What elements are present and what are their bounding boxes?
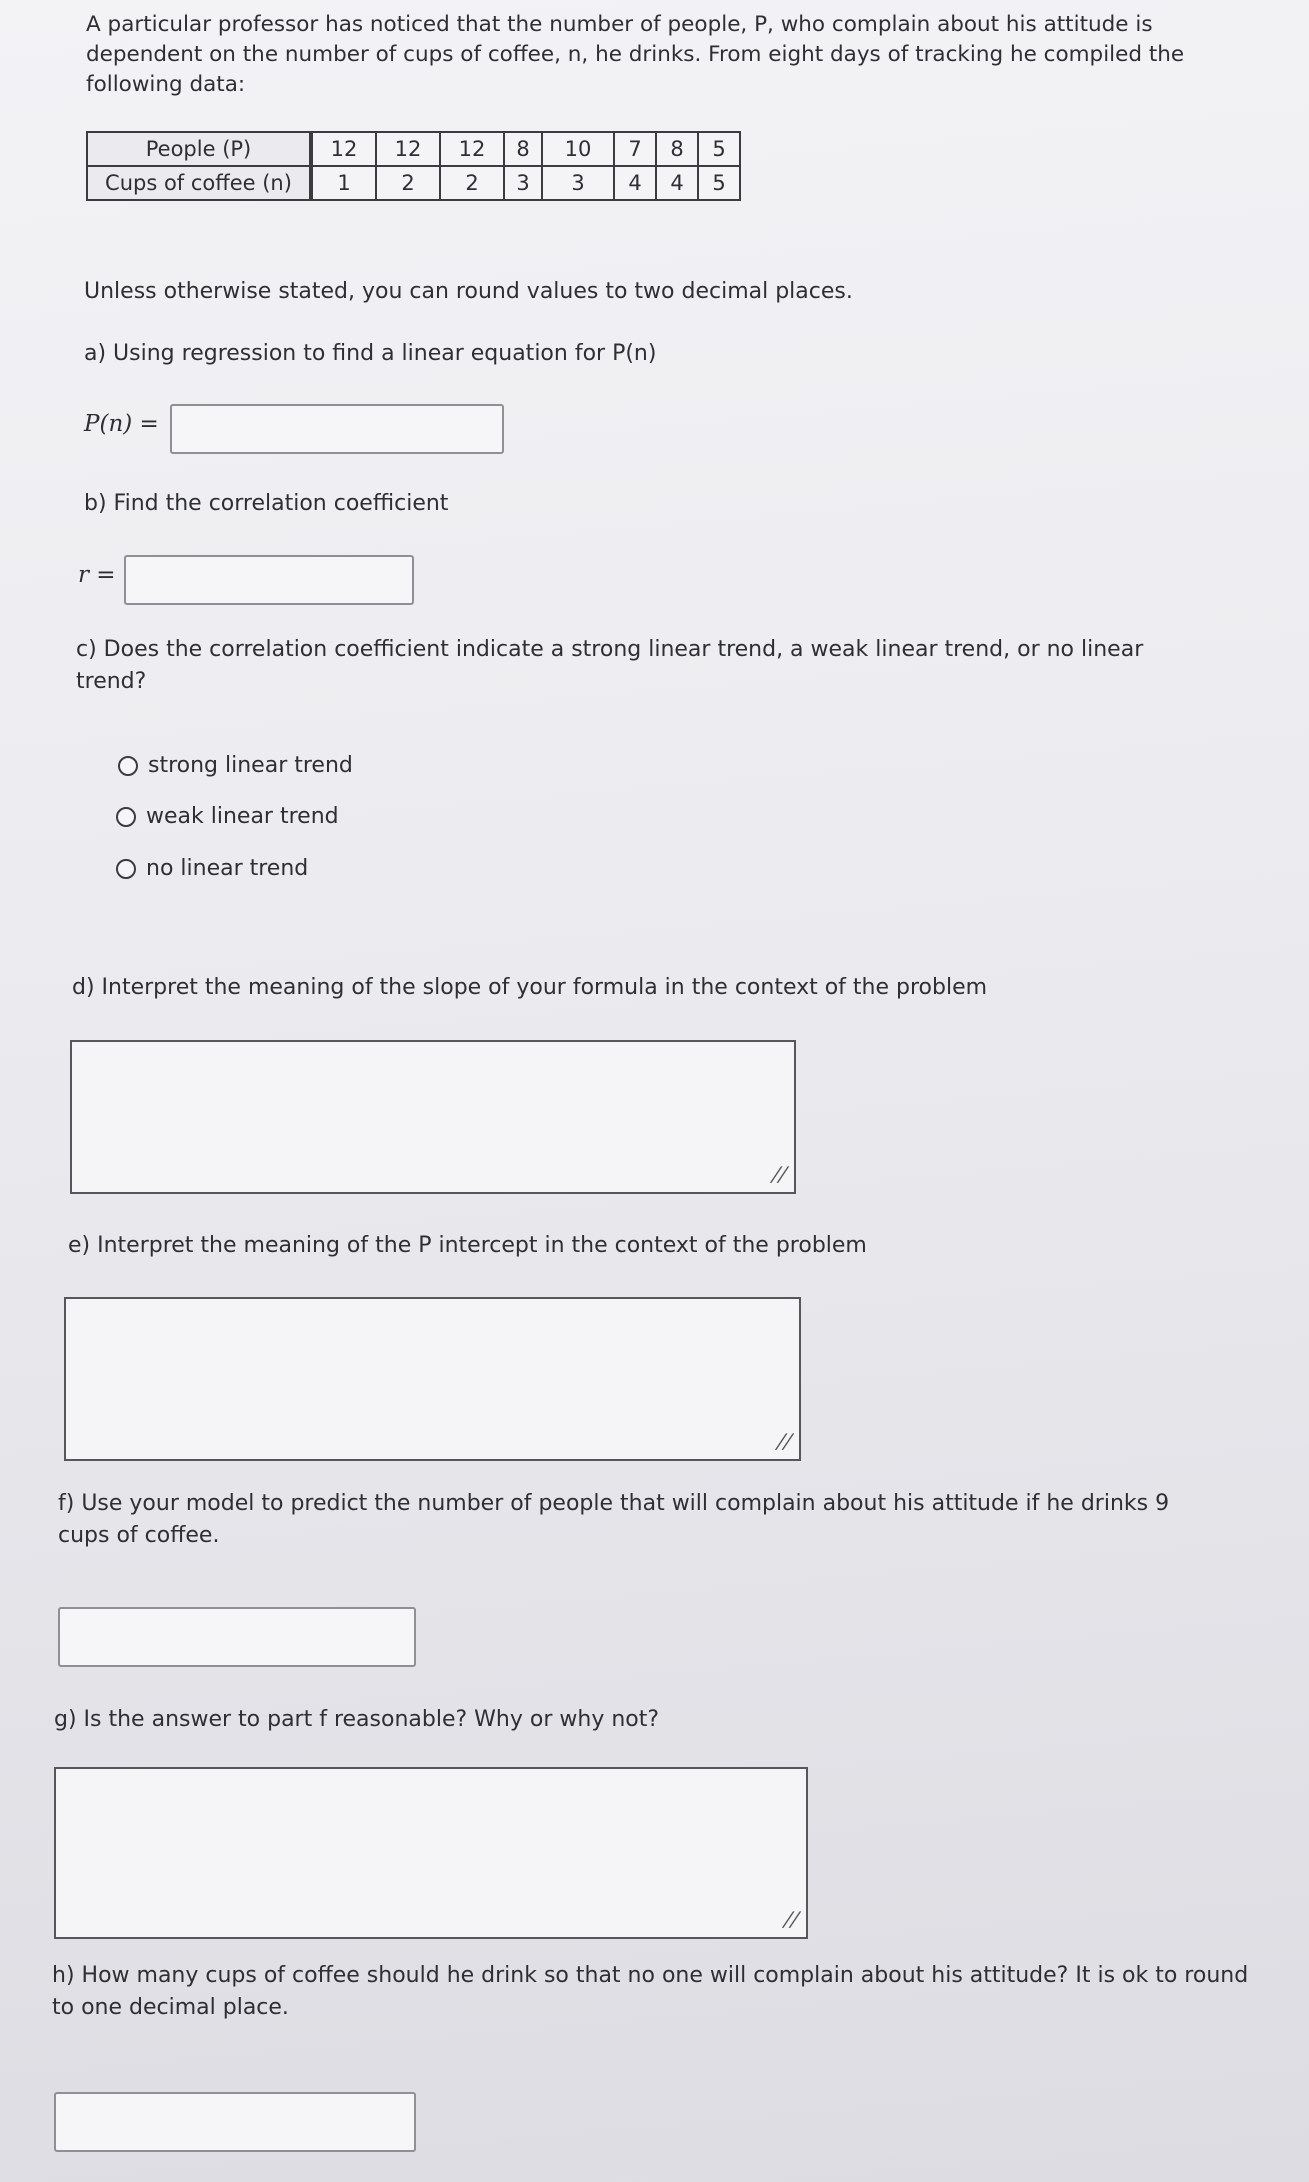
table-cell: 7 [614,132,656,166]
cups-for-zero-input[interactable] [54,2092,416,2152]
question-h: h) How many cups of coffee should he drink so that no one will complain about his attitude? It is ok to round to one decimal place. [52,1963,1249,2020]
question-e: e) Interpret the meaning of the P intercept in the context of the problem [68,1233,867,1258]
option-label: weak linear trend [146,804,339,829]
question-d: d) Interpret the meaning of the slope of your formula in the context of the problem [72,975,988,1000]
table-row [87,132,740,166]
radio-button[interactable] [116,859,136,879]
row-header: Cups of coffee (n) [87,166,311,200]
r-label: r = [78,562,116,588]
question-b: b) Find the correlation coefficient [84,491,449,516]
table-cell: 2 [376,166,440,200]
p-of-n-label: P(n) = [84,411,159,437]
question-c: c) Does the correlation coefficient indicate a strong linear trend, a weak linear trend, or no linear trend? [76,637,1144,694]
table-cell: 10 [542,132,614,166]
table-cell: 1 [311,166,376,200]
table-cell: 8 [656,132,698,166]
table-cell: 3 [542,166,614,200]
resize-grip-icon[interactable]: // [780,1907,803,1931]
row-header: People (P) [87,132,311,166]
table-cell: 2 [440,166,504,200]
r-input[interactable] [124,555,414,605]
radio-button[interactable] [116,807,136,827]
table-cell: 12 [440,132,504,166]
table-cell: 5 [698,166,740,200]
option-weak-linear-trend[interactable] [116,804,339,829]
slope-interpretation-textarea[interactable] [70,1040,796,1194]
problem-intro: A particular professor has noticed that the number of people, P, who complain about his attitude is dependent on the number of cups of coffee, n, he drinks. From eight days of tracking he compiled the following data: [86,12,1185,97]
question-f: f) Use your model to predict the number of people that will complain about his attitude if he drinks 9 cups of coffee. [58,1491,1170,1548]
table-cell: 4 [614,166,656,200]
option-strong-linear-trend[interactable] [118,753,353,778]
intercept-interpretation-textarea[interactable] [64,1297,801,1461]
option-label: strong linear trend [148,753,353,778]
question-g: g) Is the answer to part f reasonable? Why or why not? [54,1707,660,1732]
table-row [87,166,740,200]
table-cell: 3 [504,166,542,200]
option-no-linear-trend[interactable] [116,856,308,881]
rounding-note: Unless otherwise stated, you can round values to two decimal places. [84,279,853,304]
data-table [86,131,741,201]
resize-grip-icon[interactable]: // [773,1429,796,1453]
table-cell: 12 [376,132,440,166]
reasonableness-textarea[interactable] [54,1767,808,1939]
option-label: no linear trend [146,856,309,881]
radio-button[interactable] [118,756,138,776]
table-cell: 12 [311,132,376,166]
p-of-n-input[interactable] [170,404,504,454]
resize-grip-icon[interactable]: // [768,1162,791,1186]
table-cell: 4 [656,166,698,200]
prediction-input[interactable] [58,1607,416,1667]
question-a: a) Using regression to find a linear equation for P(n) [84,341,657,366]
table-cell: 5 [698,132,740,166]
table-cell: 8 [504,132,542,166]
